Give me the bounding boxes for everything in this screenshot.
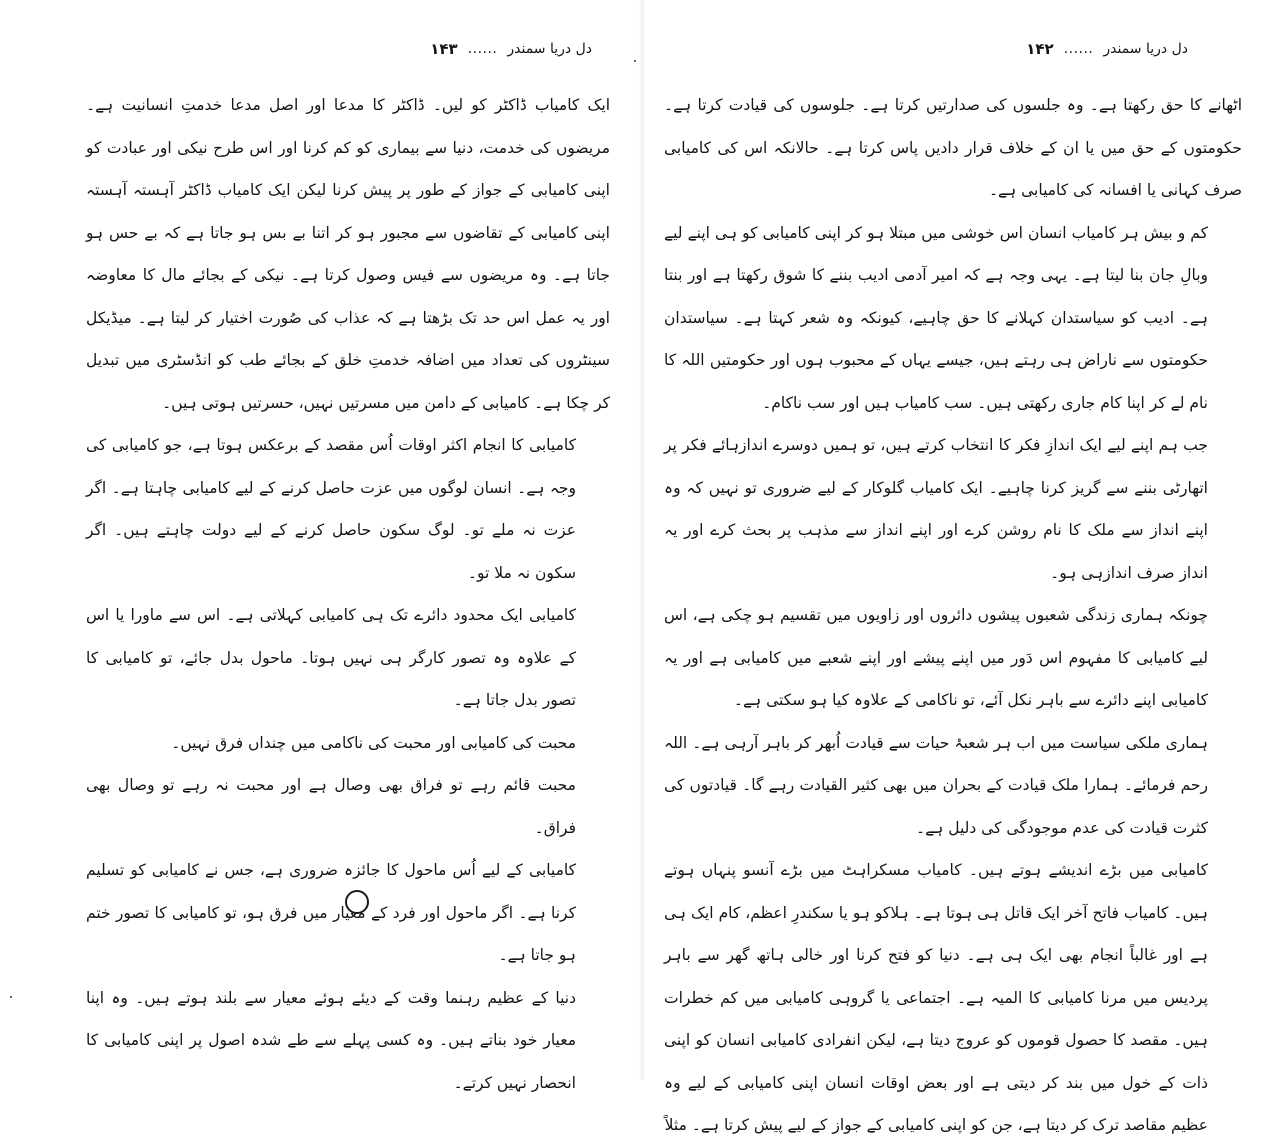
scan-speck xyxy=(10,996,12,998)
paragraph: دنیا کے عظیم رہنما وقت کے دیئے ہوئے معیار سے بلند ہوتے ہیں۔ وہ اپنا معیار خود بناتے ہیں۔ وہ کسی پہلے سے طے شدہ اصول پر اپنی کامیابی کا انحصار نہیں کرتے۔ xyxy=(86,988,576,1092)
left-page-header xyxy=(430,34,592,64)
right-page xyxy=(646,0,1288,1134)
chapter-end-circle-icon xyxy=(345,890,369,914)
right-page-header xyxy=(1026,34,1188,64)
left-header-dots: ...... xyxy=(467,41,498,57)
left-page-body xyxy=(86,84,610,1104)
paragraph: ہماری ملکی سیاست میں اب ہر شعبۂ حیات سے قیادت اُبھر کر باہر آرہی ہے۔ اللہ رحم فرمائے۔ ہمارا ملک قیادت کے بحران میں بھی کثیر القیادت رہے گا۔ قیادتوں کی کثرت قیادت کی عدم موجودگی کی دلیل ہے۔ xyxy=(664,733,1208,837)
paragraph: کامیابی کا انجام اکثر اوقات اُس مقصد کے برعکس ہوتا ہے، جو کامیابی کی وجہ ہے۔ انسان لوگوں میں عزت حاصل کرنے کے لیے کامیابی چاہتا ہے۔ اگر عزت نہ ملے تو۔ لوگ سکون حاصل کرنے کے لیے دولت چاہتے ہیں۔ اگر سکون نہ ملا تو۔ xyxy=(86,436,576,582)
right-page-number: ۱۴۲ xyxy=(1026,40,1054,58)
left-page-number: ۱۴۳ xyxy=(430,40,458,58)
right-page-body xyxy=(664,84,1242,1147)
paragraph: جب ہم اپنے لیے ایک اندازِ فکر کا انتخاب کرتے ہیں، تو ہمیں دوسرے اندازہائے فکر پر اتھارٹی بننے سے گریز کرنا چاہیے۔ ایک کامیاب گلوکار کے لیے ضروری تو نہیں کہ وہ اپنے انداز سے ملک کا نام روشن کرے اور اپنے انداز سے مذہب پر بحث کرے اور یہ انداز صرف اندازہی ہو۔ xyxy=(664,436,1208,582)
right-running-title: دل دریا سمندر xyxy=(1103,41,1188,57)
left-running-title: دل دریا سمندر xyxy=(507,41,592,57)
left-page xyxy=(0,0,640,1092)
paragraph: اٹھانے کا حق رکھتا ہے۔ وہ جلسوں کی صدارتیں کرتا ہے۔ جلوسوں کی قیادت کرتا ہے۔ حکومتوں کے حق میں یا ان کے خلاف قرار دادیں پاس کرتا ہے۔ حالانکہ اس کی کامیابی صرف کہانی یا افسانہ کی کامیابی ہے۔ xyxy=(664,96,1242,199)
scan-speck xyxy=(634,60,636,62)
paragraph: کامیابی میں بڑے اندیشے ہوتے ہیں۔ کامیاب مسکراہٹ میں بڑے آنسو پنہاں ہوتے ہیں۔ کامیاب فاتح آخر ایک قاتل ہی ہوتا ہے۔ ہلاکو ہو یا سکندرِ اعظم، کام ایک ہی ہے اور غالباً انجام بھی ایک ہی ہے۔ دنیا کو فتح کرنا اور خالی ہاتھ گھر سے باہر پردیس میں مرنا کامیابی کا المیہ ہے۔ اجتماعی یا گروہی کامیابی میں کم خطرات ہیں۔ مقصد کا حصول قوموں کو عروج دیتا ہے، لیکن انفرادی کامیابی انسان کو اپنی ذات کے خول میں بند کر دیتی ہے اور بعض اوقات انسان اپنی کامیابی کے لیے وہ عظیم مقاصد ترک کر دیتا ہے، جن کو اپنی کامیابی کے جواز کے لیے پیش کرتا ہے۔ مثلاً xyxy=(664,861,1208,1134)
paragraph: چونکہ ہماری زندگی شعبوں پیشوں دائروں اور زاویوں میں تقسیم ہو چکی ہے، اس لیے کامیابی کا مفہوم اس دَور میں اپنے پیشے اور اپنے شعبے میں کامیابی ہے اور یہ کامیابی اپنے دائرے سے باہر نکل آئے، تو ناکامی کے علاوہ کیا ہو سکتی ہے۔ xyxy=(664,606,1208,709)
paragraph: محبت قائم رہے تو فراق بھی وصال ہے اور محبت نہ رہے تو وصال بھی فراق۔ xyxy=(86,776,576,837)
paragraph: محبت کی کامیابی اور محبت کی ناکامی میں چنداں فرق نہیں۔ xyxy=(171,733,576,752)
book-gutter xyxy=(639,0,646,1080)
paragraph: کم و بیش ہر کامیاب انسان اس خوشی میں مبتلا ہو کر اپنی کامیابی کو ہی اپنے لیے وبالِ جان بنا لیتا ہے۔ یہی وجہ ہے کہ امیر آدمی ادیب بننے کا شوق رکھتا ہے اور بنتا ہے۔ ادیب کو سیاستدان کہلانے کا حق چاہیے، کیونکہ وہ شعر کہتا ہے۔ سیاستدان حکومتوں سے ناراض ہی رہتے ہیں، جیسے یہاں کے محبوب ہوں اور حکومتیں اللہ کا نام لے کر اپنا کام جاری رکھتی ہیں۔ سب کامیاب ہیں اور سب ناکام۔ xyxy=(664,223,1208,412)
right-header-dots: ...... xyxy=(1063,41,1094,57)
paragraph: کامیابی کے لیے اُس ماحول کا جائزہ ضروری ہے، جس نے کامیابی کو تسلیم کرنا ہے۔ اگر ماحول اور فرد کے معیار میں فرق ہو، تو کامیابی کا تصور ختم ہو جاتا ہے۔ xyxy=(86,861,576,964)
paragraph: کامیابی ایک محدود دائرے تک ہی کامیابی کہلاتی ہے۔ اس سے ماورا یا اس کے علاوہ وہ تصور کارگر ہی نہیں ہوتا۔ ماحول بدل جائے، تو کامیابی کا تصور بدل جاتا ہے۔ xyxy=(86,606,576,709)
paragraph: ایک کامیاب ڈاکٹر کو لیں۔ ڈاکٹر کا مدعا اور اصل مدعا خدمتِ انسانیت ہے۔ مریضوں کی خدمت، دنیا سے بیماری کو کم کرنا اور اس طرح نیکی اور عبادت کو اپنی کامیابی کے جواز کے طور پر پیش کرنا لیکن ایک کامیاب ڈاکٹر آہستہ آہستہ اپنی کامیابی کے تقاضوں سے مجبور ہو کر اتنا بے بس ہو جاتا ہے کہ بے حس ہو جاتا ہے۔ وہ مریضوں سے فیس وصول کرتا ہے۔ نیکی کے بجائے مال کا معاوضہ اور یہ عمل اس حد تک بڑھتا ہے کہ عذاب کی صُورت اختیار کر لیتا ہے۔ میڈیکل سینٹروں کی تعداد میں اضافہ خدمتِ خلق کے بجائے طب کو انڈسٹری میں تبدیل کر چکا ہے۔ کامیابی کے دامن میں مسرتیں نہیں، حسرتیں ہوتی ہیں۔ xyxy=(86,96,610,412)
